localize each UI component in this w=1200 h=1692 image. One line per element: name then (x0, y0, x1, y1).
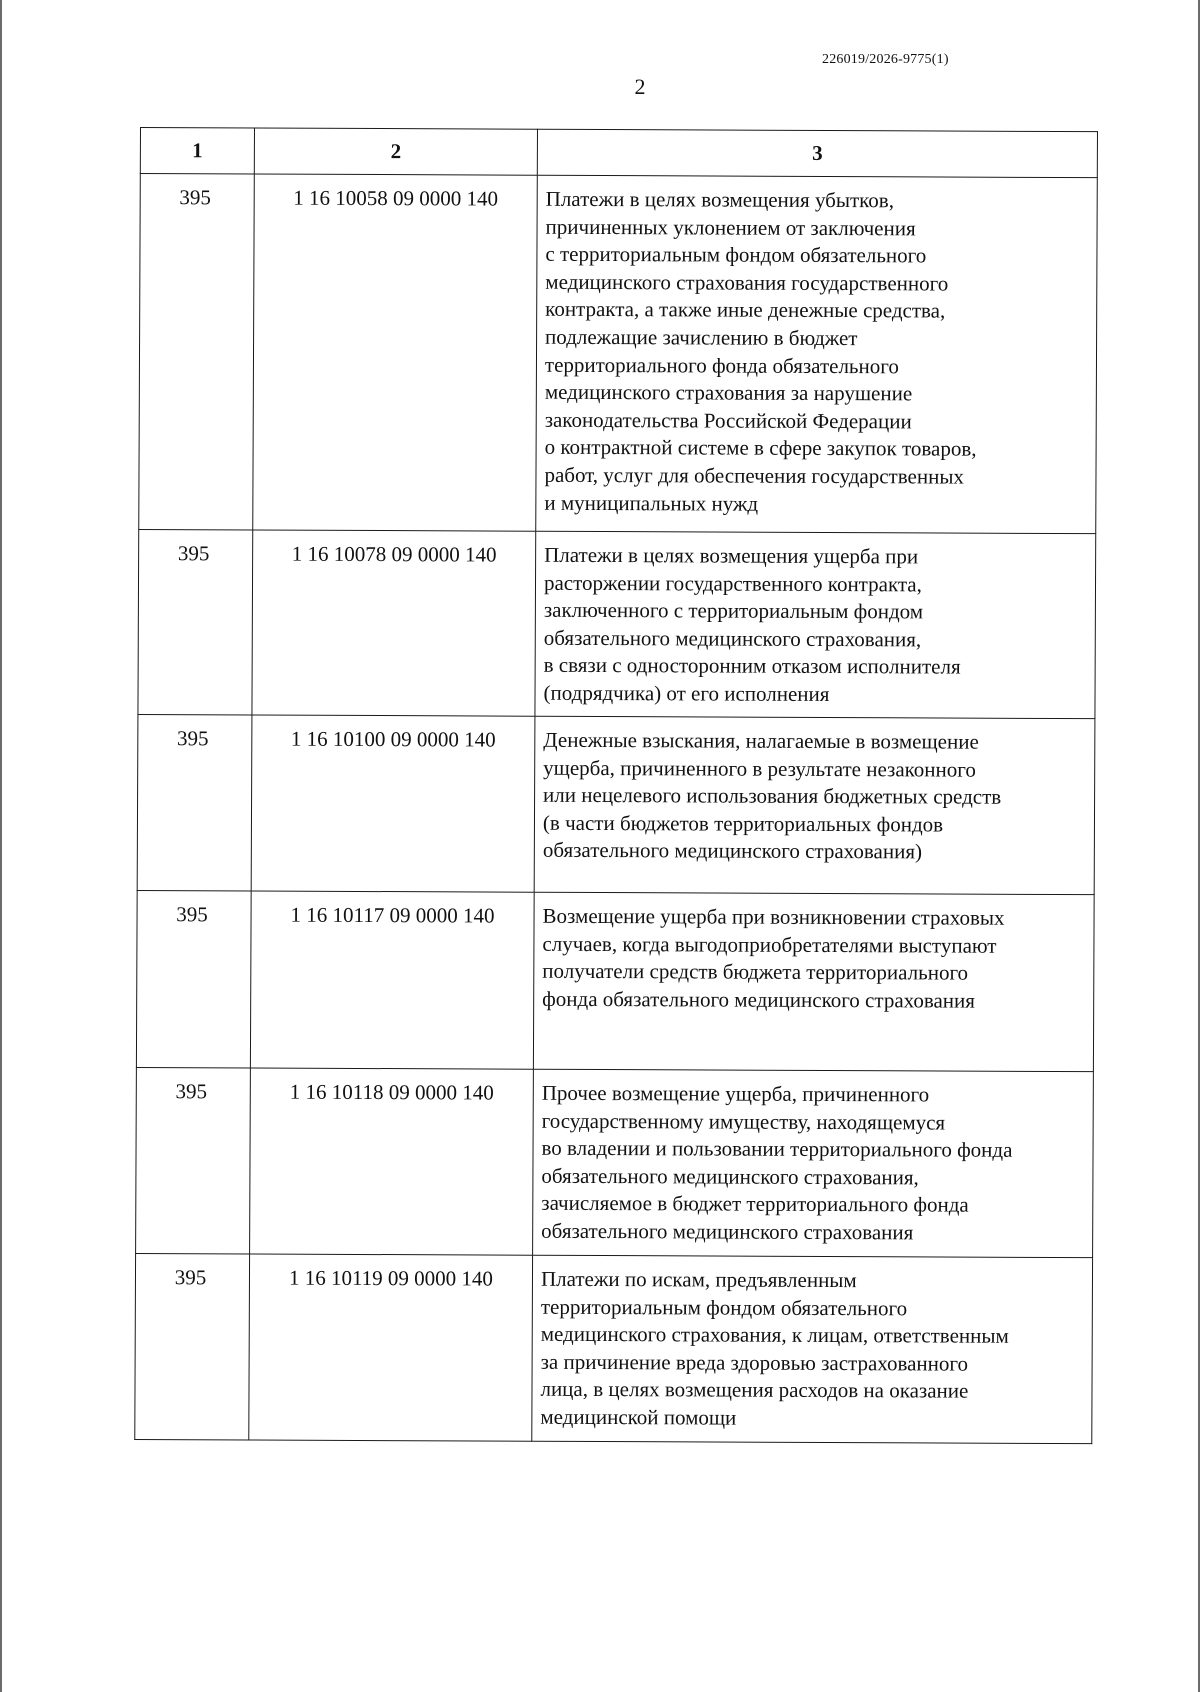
budget-code-table (134, 127, 1098, 1444)
description-cell: Платежи в целях возмещения ущерба при расторжении государственного контракта, заключенного с территориальным фондом обязательного медицинского страхования, в связи с односторонним отказом исполнителя (подрядчика) от его исполнения (535, 531, 1096, 718)
table-row (138, 529, 1096, 718)
admin-code-cell: 395 (139, 174, 255, 530)
kbk-code-cell: 1 16 10118 09 0000 140 (250, 1068, 534, 1255)
table-row (139, 174, 1098, 534)
table-header-row (140, 128, 1097, 178)
description-cell: Платежи в целях возмещения убытков, причиненных уклонением от заключения с территориальным фондом обязательного медицинского страхования государственного контракта, а также иные денежные средства, подлежащие зачислению в бюджет территориального фонда обязательного медицинского страхования за нарушение законодательства Российской Федерации о контрактной системе в сфере закупок товаров, работ, услуг для обеспечения государственных и муниципальных нужд (536, 175, 1098, 533)
scan-edge-left (0, 0, 2, 1692)
document-number: 226019/2026-9775(1) (822, 52, 949, 67)
kbk-code-cell: 1 16 10117 09 0000 140 (250, 891, 534, 1069)
table-row (135, 1253, 1093, 1443)
kbk-code-cell: 1 16 10119 09 0000 140 (249, 1254, 533, 1441)
column-header-3: 3 (537, 129, 1097, 177)
description-cell: Платежи по искам, предъявленным территориальным фондом обязательного медицинского страхования, к лицам, ответственным за причинение вреда здоровью застрахованного лица, в целях возмещения расходов на оказание медицинской помощи (532, 1255, 1093, 1443)
column-header-2: 2 (254, 128, 537, 175)
admin-code-cell: 395 (135, 1253, 250, 1439)
table-row (137, 714, 1095, 894)
admin-code-cell: 395 (136, 890, 251, 1067)
kbk-code-cell: 1 16 10100 09 0000 140 (251, 715, 535, 892)
description-cell: Прочее возмещение ущерба, причиненного государственному имуществу, находящемуся во владении и пользовании территориального фонда обязательного медицинского страхования, зачисляемое в бюджет территориального фонда обязательного медицинского страхования (533, 1069, 1094, 1257)
page-number: 2 (634, 74, 646, 99)
description-cell: Денежные взыскания, налагаемые в возмещение ущерба, причиненного в результате незаконного или нецелевого использования бюджетных средств (в части бюджетов территориальных фондов обязательного медицинского страхования) (534, 716, 1095, 894)
admin-code-cell: 395 (137, 714, 252, 890)
table-row (136, 1067, 1094, 1257)
admin-code-cell: 395 (138, 529, 253, 714)
column-header-1: 1 (140, 128, 254, 174)
description-cell: Возмещение ущерба при возникновении страховых случаев, когда выгодоприобретателями выступают получатели средств бюджета территориального фонда обязательного медицинского страхования (533, 892, 1094, 1071)
table-row (136, 890, 1094, 1071)
kbk-code-cell: 1 16 10078 09 0000 140 (252, 530, 536, 716)
kbk-code-cell: 1 16 10058 09 0000 140 (253, 174, 538, 531)
admin-code-cell: 395 (136, 1067, 251, 1253)
